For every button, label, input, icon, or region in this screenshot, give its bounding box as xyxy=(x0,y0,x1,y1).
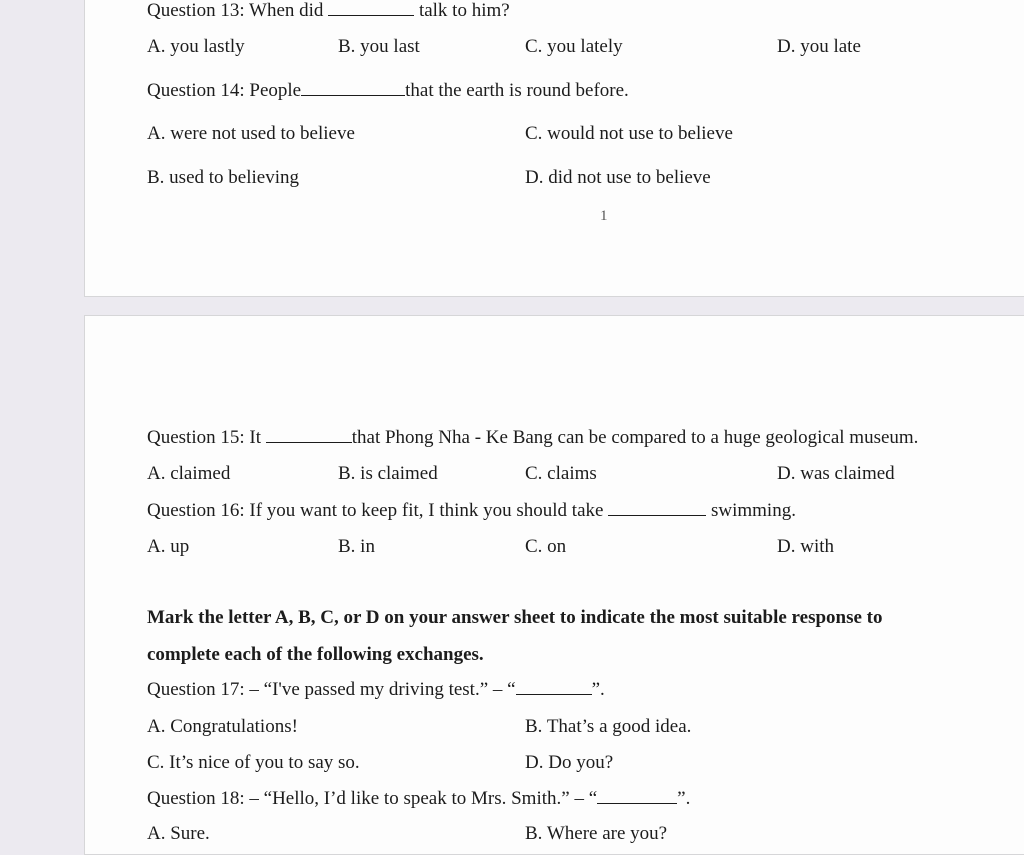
question-13-option-a: A. you lastly xyxy=(147,36,245,57)
question-14-prefix: Question 14: People xyxy=(147,80,302,101)
question-15-stem xyxy=(147,428,918,447)
question-14-option-d: D. did not use to believe xyxy=(525,167,711,188)
question-15-option-a: A. claimed xyxy=(147,463,231,484)
question-18-option-b: B. Where are you? xyxy=(525,823,668,844)
question-18-suffix: ”. xyxy=(677,788,691,809)
question-16-prefix: Question 16: If you want to keep fit, I think you should take xyxy=(147,500,604,521)
question-18-option-a: A. Sure. xyxy=(147,823,210,844)
question-15-prefix: Question 15: It xyxy=(147,427,261,448)
document-page-2 xyxy=(84,315,1024,855)
question-13-blank xyxy=(328,14,414,16)
question-15-option-b: B. is claimed xyxy=(338,463,438,484)
question-14-option-b: B. used to believing xyxy=(147,167,299,188)
question-14-blank xyxy=(301,94,405,96)
question-15-option-c: C. claims xyxy=(525,463,597,484)
question-15-option-d: D. was claimed xyxy=(777,463,895,484)
question-13-stem xyxy=(147,1,510,20)
question-17-prefix: Question 17: – “I've passed my driving test.” – “ xyxy=(147,679,516,700)
question-14-suffix: that the earth is round before. xyxy=(405,80,629,101)
question-17-stem xyxy=(147,680,605,699)
page-number: 1 xyxy=(600,208,608,224)
question-14-stem xyxy=(147,81,629,100)
question-13-prefix: Question 13: When did xyxy=(147,0,324,21)
question-17-option-d: D. Do you? xyxy=(525,752,614,773)
question-15-blank xyxy=(266,441,352,443)
question-13-option-b: B. you last xyxy=(338,36,420,57)
section-instruction-line-2: complete each of the following exchanges. xyxy=(147,644,484,665)
question-15-suffix: that Phong Nha - Ke Bang can be compared to a huge geological museum. xyxy=(351,427,919,448)
question-17-option-b: B. That’s a good idea. xyxy=(525,716,692,737)
question-13-option-c: C. you lately xyxy=(525,36,623,57)
section-instruction-line-1: Mark the letter A, B, C, or D on your answer sheet to indicate the most suitable response to xyxy=(147,607,883,628)
question-13-option-d: D. you late xyxy=(777,36,861,57)
question-17-suffix: ”. xyxy=(591,679,605,700)
question-16-option-a: A. up xyxy=(147,536,190,557)
question-16-option-c: C. on xyxy=(525,536,567,557)
question-16-option-b: B. in xyxy=(338,536,375,557)
question-17-blank xyxy=(516,693,592,695)
question-13-suffix: talk to him? xyxy=(418,0,510,21)
question-17-option-c: C. It’s nice of you to say so. xyxy=(147,752,360,773)
question-16-option-d: D. with xyxy=(777,536,834,557)
question-18-prefix: Question 18: – “Hello, I’d like to speak to Mrs. Smith.” – “ xyxy=(147,788,598,809)
question-18-stem xyxy=(147,789,690,808)
question-18-blank xyxy=(597,802,677,804)
question-16-suffix: swimming. xyxy=(710,500,796,521)
question-16-blank xyxy=(608,514,706,516)
question-14-option-c: C. would not use to believe xyxy=(525,123,733,144)
question-17-option-a: A. Congratulations! xyxy=(147,716,298,737)
question-14-option-a: A. were not used to believe xyxy=(147,123,355,144)
question-16-stem xyxy=(147,501,796,520)
